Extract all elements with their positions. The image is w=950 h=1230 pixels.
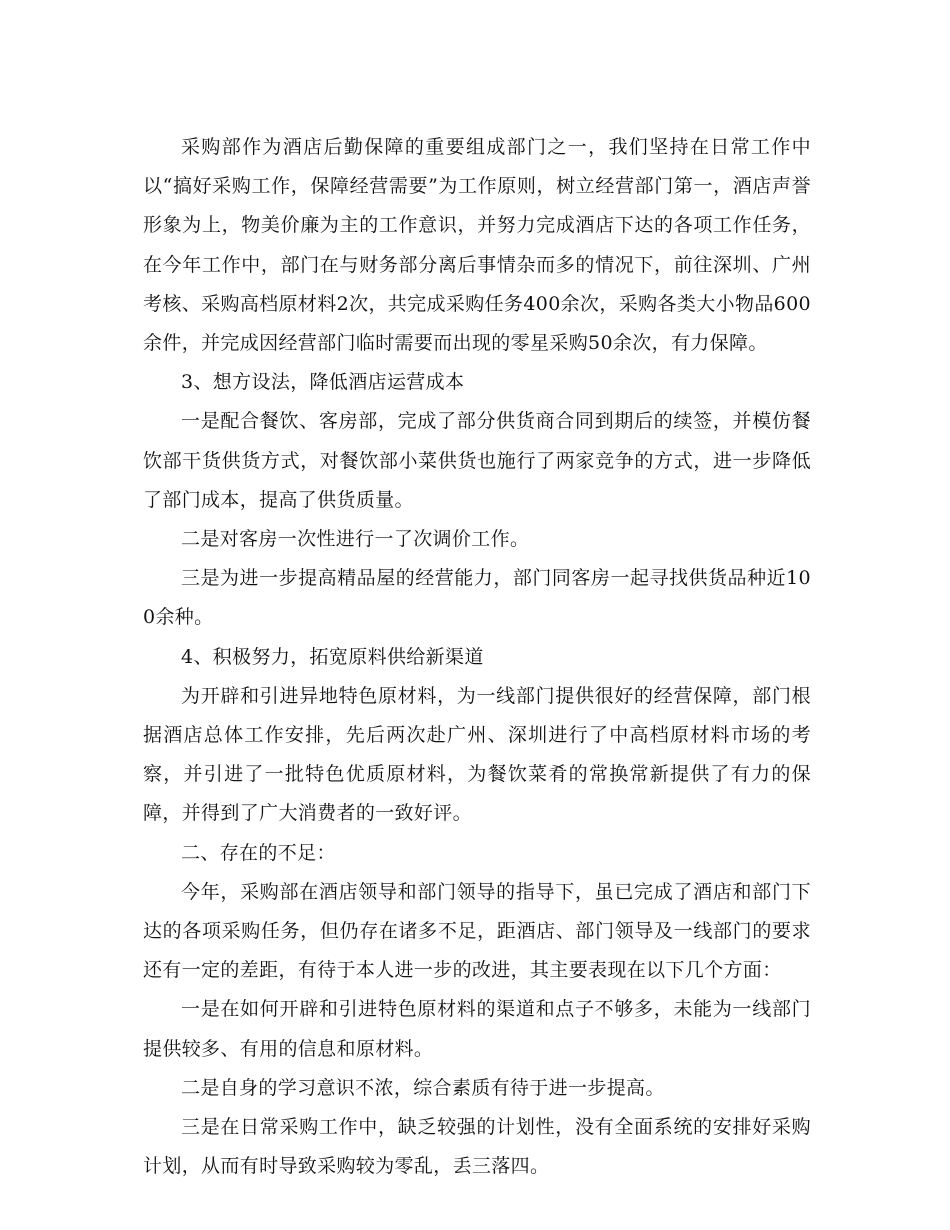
paragraph-intro: 采购部作为酒店后勤保障的重要组成部门之一，我们坚持在日常工作中以“搞好采购工作，保障经营需要”为工作原则，树立经营部门第一，酒店声誉形象为上，物美价廉为主的工作意识，并努力完成酒店下达的各项工作任务，在今年工作中，部门在与财务部分离后事情杂而多的情况下，前往深圳、广州考核、采购高档原材料2次，共完成采购任务400余次，采购各类大小物品600余件，并完成因经营部门临时需要而出现的零星采购50余次，有力保障。 — [143, 136, 811, 355]
paragraph-shortcoming-3: 三是在日常采购工作中，缺乏较强的计划性，没有全面系统的安排好采购计划，从而有时导致采购较为零乱，丢三落四。 — [143, 1116, 811, 1178]
paragraph-cost-2: 二是对客房一次性进行一了次调价工作。 — [181, 528, 530, 551]
paragraph-channels: 为开辟和引进异地特色原材料，为一线部门提供很好的经营保障，部门根据酒店总体工作安排，先后两次赴广州、深圳进行了中高档原材料市场的考察，并引进了一批特色优质原材料，为餐饮菜肴的常换常新提供了有力的保障，并得到了广大消费者的一致好评。 — [143, 684, 811, 825]
section-heading-cost: 3、想方设法，降低酒店运营成本 — [181, 371, 465, 394]
document-body — [143, 128, 811, 1186]
paragraph-shortcoming-1: 一是在如何开辟和引进特色原材料的渠道和点子不够多，未能为一线部门提供较多、有用的信息和原材料。 — [143, 998, 811, 1060]
paragraph-cost-1: 一是配合餐饮、客房部，完成了部分供货商合同到期后的续签，并模仿餐饮部干货供货方式，对餐饮部小菜供货也施行了两家竞争的方式，进一步降低了部门成本，提高了供货质量。 — [143, 410, 811, 511]
paragraph-shortcoming-2: 二是自身的学习意识不浓，综合素质有待于进一步提高。 — [181, 1076, 665, 1099]
section-heading-shortcomings: 二、存在的不足： — [181, 841, 336, 864]
section-heading-channels: 4、积极努力，拓宽原料供给新渠道 — [181, 645, 484, 668]
paragraph-cost-3: 三是为进一步提高精品屋的经营能力，部门同客房一起寻找供货品种近100余种。 — [143, 567, 811, 629]
paragraph-shortcomings-intro: 今年，采购部在酒店领导和部门领导的指导下，虽已完成了酒店和部门下达的各项采购任务，但仍存在诸多不足，距酒店、部门领导及一线部门的要求还有一定的差距，有待于本人进一步的改进，其主要表现在以下几个方面： — [143, 880, 811, 982]
